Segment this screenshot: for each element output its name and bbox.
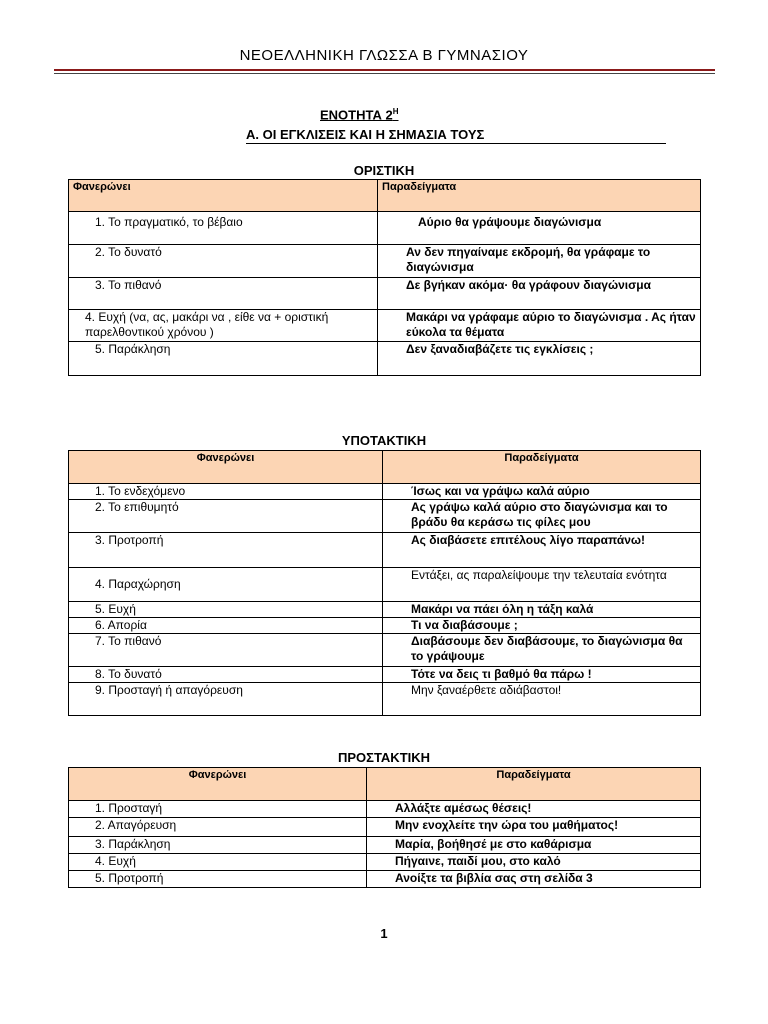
- table-row: [69, 667, 701, 683]
- table-row: [69, 484, 701, 500]
- meaning-cell: 4. Ευχή (να, ας, μακάρι να , είθε να + οριστική παρελθοντικού χρόνου ): [69, 310, 378, 342]
- meaning-cell: 5. Προτροπή: [69, 871, 367, 888]
- meaning-cell: 3. Το πιθανό: [69, 278, 378, 310]
- table-oristiki: [68, 179, 701, 376]
- example-cell: Ας γράψω καλά αύριο στο διαγώνισμα και το βράδυ θα κεράσω τις φίλες μου: [383, 500, 701, 533]
- section-title-prostaktiki: ΠΡΟΣΤΑΚΤΙΚΗ: [337, 750, 431, 765]
- example-cell: Μακάρι να γράφαμε αύριο το διαγώνισμα . Ας ήταν εύκολα τα θέματα: [378, 310, 701, 342]
- meaning-cell: 1. Προσταγή: [69, 801, 367, 818]
- table-row: [69, 568, 701, 602]
- meaning-cell: 5. Παράκληση: [69, 342, 378, 376]
- table-row: [69, 618, 701, 634]
- unit-title: [320, 107, 399, 122]
- page-number: 1: [380, 926, 388, 941]
- section-title-oristiki: ΟΡΙΣΤΙΚΗ: [353, 163, 415, 178]
- header-rule-red: [54, 69, 715, 71]
- example-cell: Τότε να δεις τι βαθμό θα πάρω !: [383, 667, 701, 683]
- example-cell: Αύριο θα γράψουμε διαγώνισμα: [378, 212, 701, 245]
- example-cell: Δεν ξαναδιαβάζετε τις εγκλίσεις ;: [378, 342, 701, 376]
- table-row: [69, 310, 701, 342]
- example-cell: Δε βγήκαν ακόμα· θα γράφουν διαγώνισμα: [378, 278, 701, 310]
- unit-title-text: ΕΝΟΤΗΤΑ 2: [320, 107, 393, 123]
- example-cell: Ίσως και να γράψω καλά αύριο: [383, 484, 701, 500]
- table-header-row: [69, 180, 701, 212]
- example-cell: Ανοίξτε τα βιβλία σας στη σελίδα 3: [367, 871, 701, 888]
- table-row: [69, 801, 701, 818]
- example-cell: Μην ξαναέρθετε αδιάβαστοι!: [383, 683, 701, 716]
- example-cell: Ας διαβάσετε επιτέλους λίγο παραπάνω!: [383, 533, 701, 568]
- meaning-cell: 3. Προτροπή: [69, 533, 383, 568]
- column-header-meaning: Φανερώνει: [69, 451, 383, 484]
- table-prostaktiki: [68, 767, 701, 888]
- table-row: [69, 533, 701, 568]
- example-cell: Μακάρι να πάει όλη η τάξη καλά: [383, 602, 701, 618]
- table-row: [69, 602, 701, 618]
- meaning-cell: 2. Απαγόρευση: [69, 818, 367, 837]
- column-header-examples: Παραδείγματα: [367, 768, 701, 801]
- table-row: [69, 854, 701, 871]
- meaning-cell: 8. Το δυνατό: [69, 667, 383, 683]
- example-cell: Τι να διαβάσουμε ;: [383, 618, 701, 634]
- meaning-cell: 7. Το πιθανό: [69, 634, 383, 667]
- column-header-meaning: Φανερώνει: [69, 180, 378, 212]
- table-header-row: [69, 451, 701, 484]
- example-cell: Αν δεν πηγαίναμε εκδρομή, θα γράφαμε το διαγώνισμα: [378, 245, 701, 278]
- table-header-row: [69, 768, 701, 801]
- unit-subtitle: Α. ΟΙ ΕΓΚΛΙΣΕΙΣ ΚΑΙ Η ΣΗΜΑΣΙΑ ΤΟΥΣ: [246, 127, 666, 144]
- example-cell: Μην ενοχλείτε την ώρα του μαθήματος!: [367, 818, 701, 837]
- example-cell: Εντάξει, ας παραλείψουμε την τελευταία ενότητα: [383, 568, 701, 602]
- table-row: [69, 245, 701, 278]
- table-row: [69, 278, 701, 310]
- meaning-cell: 9. Προσταγή ή απαγόρευση: [69, 683, 383, 716]
- table-row: [69, 683, 701, 716]
- example-cell: Διαβάσουμε δεν διαβάσουμε, το διαγώνισμα θα το γράψουμε: [383, 634, 701, 667]
- header-rule-dark: [54, 73, 715, 74]
- unit-title-superscript: Η: [392, 107, 399, 116]
- table-row: [69, 818, 701, 837]
- meaning-cell: 2. Το επιθυμητό: [69, 500, 383, 533]
- table-row: [69, 837, 701, 854]
- example-cell: Πήγαινε, παιδί μου, στο καλό: [367, 854, 701, 871]
- column-header-examples: Παραδείγματα: [378, 180, 701, 212]
- example-cell: Μαρία, βοήθησέ με στο καθάρισμα: [367, 837, 701, 854]
- table-row: [69, 500, 701, 533]
- meaning-cell: 3. Παράκληση: [69, 837, 367, 854]
- table-row: [69, 342, 701, 376]
- table-row: [69, 212, 701, 245]
- meaning-cell: 1. Το πραγματικό, το βέβαιο: [69, 212, 378, 245]
- meaning-cell: 6. Απορία: [69, 618, 383, 634]
- meaning-cell: 5. Ευχή: [69, 602, 383, 618]
- document-header-title: ΝΕΟΕΛΛΗΝΙΚΗ ΓΛΩΣΣΑ Β ΓΥΜΝΑΣΙΟΥ: [239, 47, 529, 64]
- table-row: [69, 634, 701, 667]
- example-cell: Αλλάξτε αμέσως θέσεις!: [367, 801, 701, 818]
- column-header-meaning: Φανερώνει: [69, 768, 367, 801]
- meaning-cell: 4. Παραχώρηση: [69, 568, 383, 602]
- table-ypotaktiki: [68, 450, 701, 716]
- meaning-cell: 2. Το δυνατό: [69, 245, 378, 278]
- section-title-ypotaktiki: ΥΠΟΤΑΚΤΙΚΗ: [341, 433, 427, 448]
- meaning-cell: 1. Το ενδεχόμενο: [69, 484, 383, 500]
- column-header-examples: Παραδείγματα: [383, 451, 701, 484]
- meaning-cell: 4. Ευχή: [69, 854, 367, 871]
- table-row: [69, 871, 701, 888]
